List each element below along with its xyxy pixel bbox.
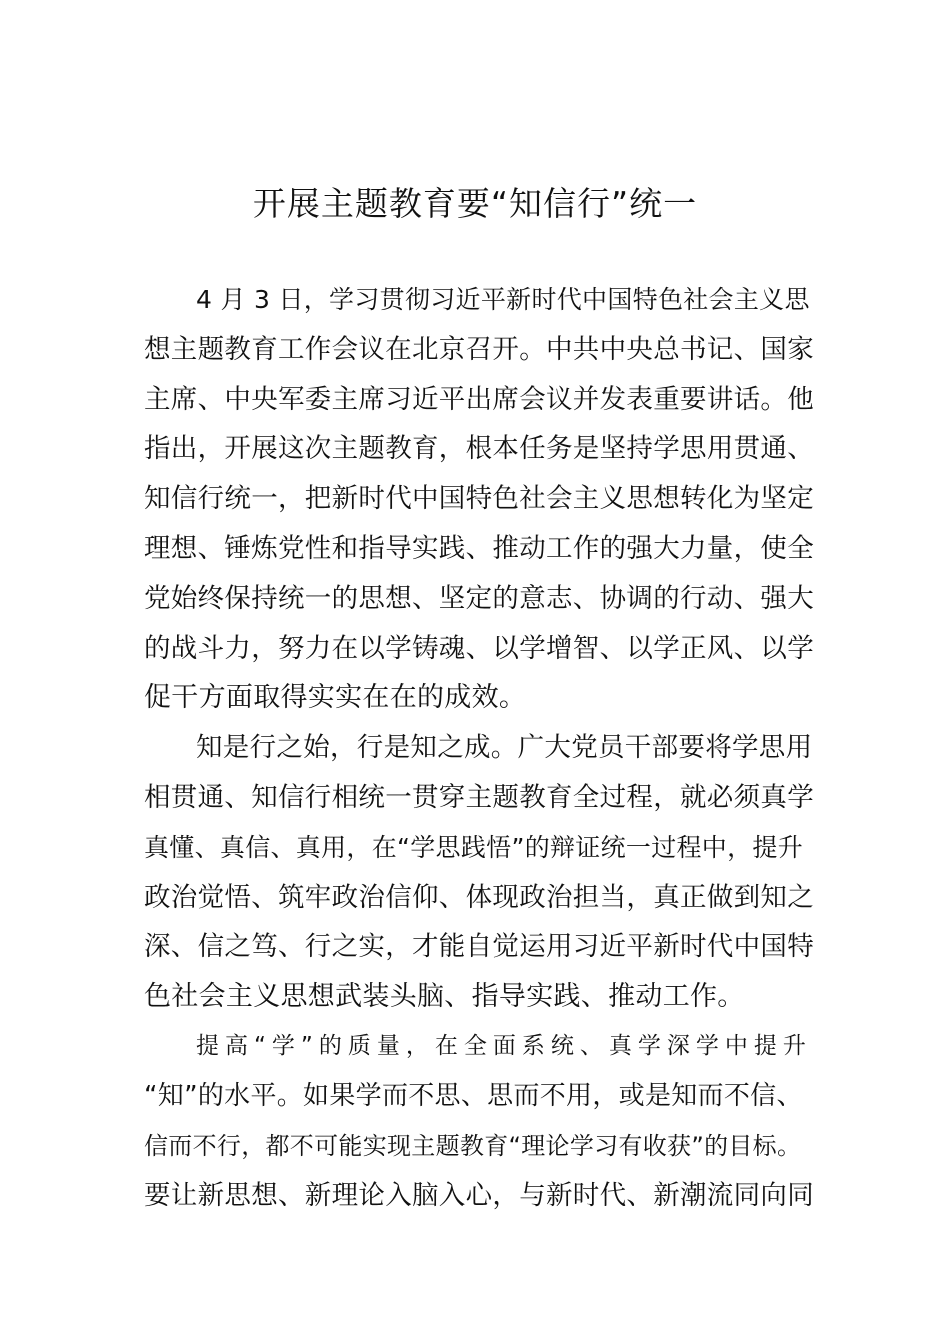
- text-line-10: 知是行之始，行是知之成。广大党员干部要将学思用: [196, 732, 813, 764]
- text-line-5: 知信行统一，把新时代中国特色社会主义思想转化为坚定: [144, 483, 814, 515]
- text-line-12: 真懂、真信、真用，在“学思践悟”的辩证统一过程中，提升: [144, 832, 804, 862]
- text-line-15: 色社会主义思想武装头脑、指导实践、推动工作。: [144, 981, 745, 1013]
- text-line-8: 的战斗力，努力在以学铸魂、以学增智、以学正风、以学: [144, 632, 814, 664]
- document-title: 开展主题教育要“知信行”统一: [252, 184, 698, 223]
- document-body: [144, 275, 814, 1221]
- text-line-1: 4 月 3 日，学习贯彻习近平新时代中国特色社会主义思: [196, 285, 810, 314]
- text-line-9: 促干方面取得实实在在的成效。: [144, 682, 527, 714]
- text-line-13: 政治觉悟、筑牢政治信仰、体现政治担当，真正做到知之: [144, 881, 814, 913]
- text-line-19: 要让新思想、新理论入脑入心，与新时代、新潮流同向同: [144, 1180, 814, 1212]
- text-line-17: “知”的水平。如果学而不思、思而不用，或是知而不信、: [144, 1080, 803, 1111]
- text-line-14: 深、信之笃、行之实，才能自觉运用习近平新时代中国特: [144, 931, 814, 963]
- text-line-7: 党始终保持统一的思想、坚定的意志、协调的行动、强大: [144, 582, 814, 614]
- text-line-16: 提高“学”的质量，在全面系统、真学深学中提升: [196, 1032, 812, 1059]
- text-line-18: 信而不行，都不可能实现主题教育“理论学习有收获”的目标。: [144, 1131, 802, 1160]
- text-line-2: 想主题教育工作会议在北京召开。中共中央总书记、国家: [144, 333, 814, 365]
- text-line-11: 相贯通、知信行相统一贯穿主题教育全过程，就必须真学: [144, 781, 814, 813]
- text-line-3: 主席、中央军委主席习近平出席会议并发表重要讲话。他: [144, 383, 814, 415]
- text-line-6: 理想、锤炼党性和指导实践、推动工作的强大力量，使全: [144, 532, 814, 564]
- text-line-4: 指出，开展这次主题教育，根本任务是坚持学思用贯通、: [144, 433, 814, 465]
